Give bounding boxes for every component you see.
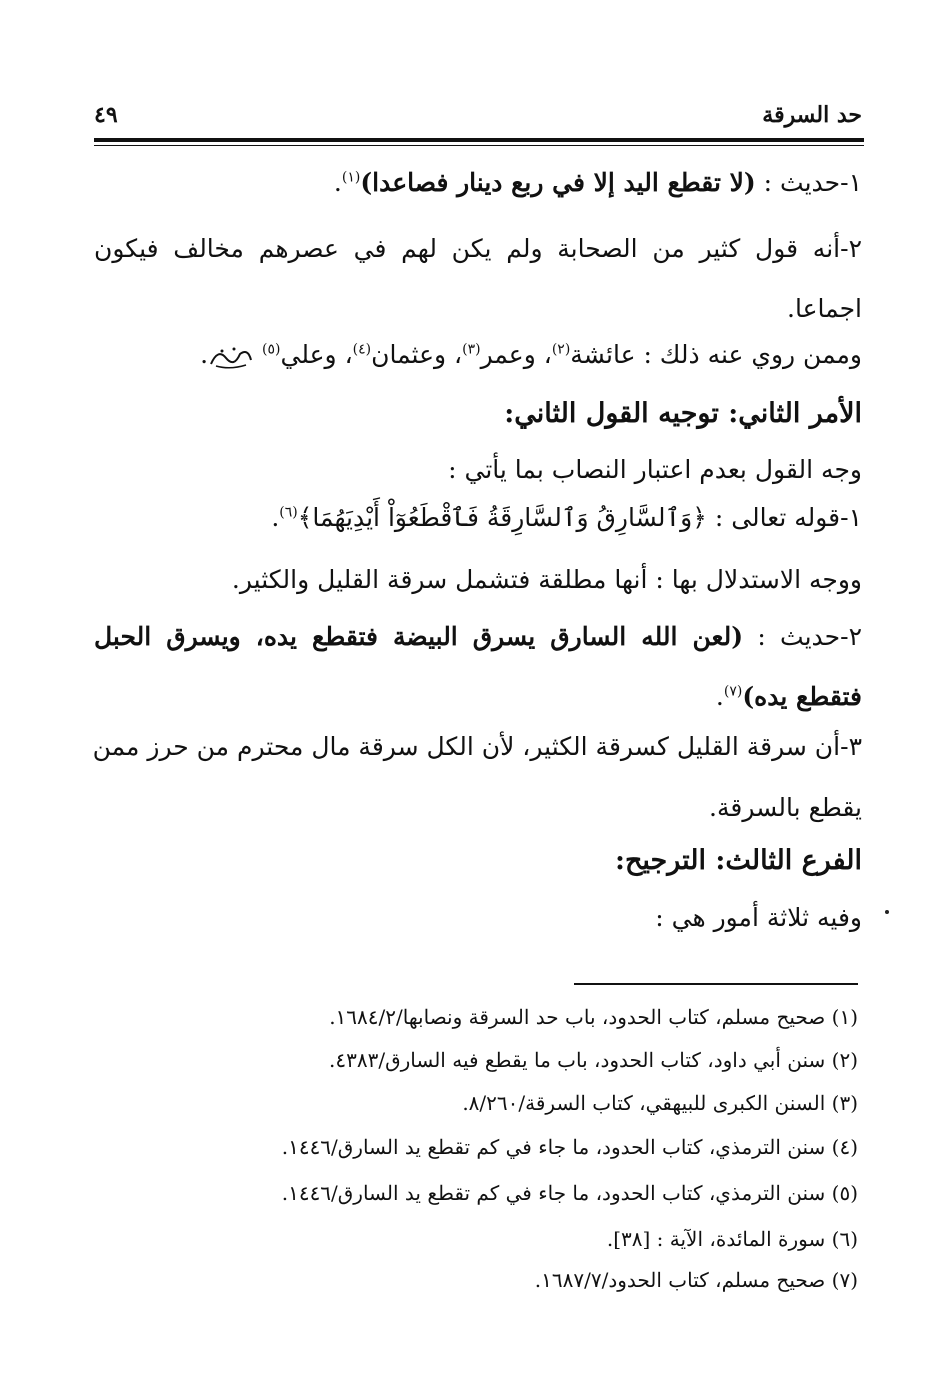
page-number: ٤٩	[94, 102, 118, 128]
text-segment: وممن روي عنه ذلك : عائشة	[570, 340, 862, 369]
text-segment: .	[333, 168, 342, 197]
section-heading-second-matter: الأمر الثاني: توجيه القول الثاني:	[504, 398, 862, 429]
footnote-ref: (٢)	[551, 341, 571, 358]
paragraph-argument-3: ٣-أن سرقة القليل كسرقة الكثير، لأن الكل سرقة مال محترم من حرز ممن	[92, 732, 862, 761]
text-segment: .	[271, 503, 280, 532]
text-segment: .	[715, 682, 724, 711]
footnote-separator	[574, 983, 858, 985]
footnote-5: (٥) سنن الترمذي، كتاب الحدود، ما جاء في كم تقطع يد السارق/١٤٤٦.	[281, 1181, 858, 1205]
text-segment: ١-حديث :	[755, 168, 862, 197]
footnote-ref: (٦)	[279, 504, 298, 521]
text-segment: ، وعلي	[280, 340, 353, 369]
footnote-7: (٧) صحيح مسلم، كتاب الحدود/١٦٨٧/٧.	[534, 1268, 858, 1292]
paragraph-hadith-2-cont	[94, 682, 862, 711]
footnote-1: (١) صحيح مسلم، كتاب الحدود، باب حد السرقة ونصابها/١٦٨٤/٢.	[329, 1005, 858, 1029]
hadith-quote: (لعن الله السارق يسرق البيضة فتقطع يده، ويسرق الحبل	[94, 622, 744, 651]
honorific-calligraphy-glyph	[208, 344, 254, 370]
text-segment: ، وعمر	[480, 340, 552, 369]
hadith-quote: (لا تقطع اليد إلا في ربع دينار فصاعدا)	[360, 168, 756, 197]
text-segment: ١-قوله تعالى :	[706, 503, 862, 532]
paragraph-hadith-2	[94, 622, 862, 651]
paragraph-ijma: اجماعا.	[787, 294, 862, 323]
section-heading-preference: الفرع الثالث: الترجيح:	[614, 845, 862, 876]
header-rule-thin	[94, 145, 864, 146]
paragraph-inference: ووجه الاستدلال بها : أنها مطلقة فتشمل سرقة القليل والكثير.	[231, 565, 862, 594]
text-segment: .	[200, 340, 209, 369]
quran-verse: ﴿وَٱلسَّارِقُ وَٱلسَّارِقَةُ فَٱقْطَعُوٓاْ أَيْدِيَهُمَا﴾	[297, 503, 707, 532]
footnote-ref: (٤)	[352, 341, 372, 358]
footnote-ref: (٧)	[723, 683, 743, 700]
footnote-2: (٢) سنن أبي داود، كتاب الحدود، باب ما يقطع فيه السارق/٤٣٨٣.	[329, 1048, 858, 1072]
paragraph-companions	[94, 340, 862, 370]
footnote-ref: (٣)	[462, 341, 481, 358]
text-segment: ٢-حديث :	[743, 622, 862, 651]
stray-mark	[885, 910, 889, 914]
footnote-ref: (١)	[341, 169, 361, 186]
footnote-ref: (٥)	[262, 341, 281, 358]
footnote-4: (٤) سنن الترمذي، كتاب الحدود، ما جاء في كم تقطع يد السارق/١٤٤٦.	[281, 1135, 858, 1159]
header-rule	[94, 138, 864, 142]
text-segment: ، وعثمان	[371, 340, 463, 369]
footnote-6: (٦) سورة المائدة، الآية : [٣٨].	[606, 1227, 858, 1251]
paragraph-argument-2: ٢-أنه قول كثير من الصحابة ولم يكن لهم في عصرهم مخالف فيكون	[94, 234, 862, 263]
paragraph-verse	[94, 503, 862, 532]
footnote-3: (٣) السنن الكبرى للبيهقي، كتاب السرقة/٨/٢٦٠.	[462, 1091, 858, 1115]
paragraph-hadith-1	[94, 168, 862, 197]
paragraph-three-matters: وفيه ثلاثة أمور هي :	[655, 903, 862, 932]
running-header-title: حد السرقة	[762, 102, 862, 128]
hadith-quote: فتقطع يده)	[742, 682, 862, 711]
paragraph-argument-3-cont: يقطع بالسرقة.	[709, 793, 862, 822]
paragraph-intro: وجه القول بعدم اعتبار النصاب بما يأتي :	[448, 455, 862, 484]
